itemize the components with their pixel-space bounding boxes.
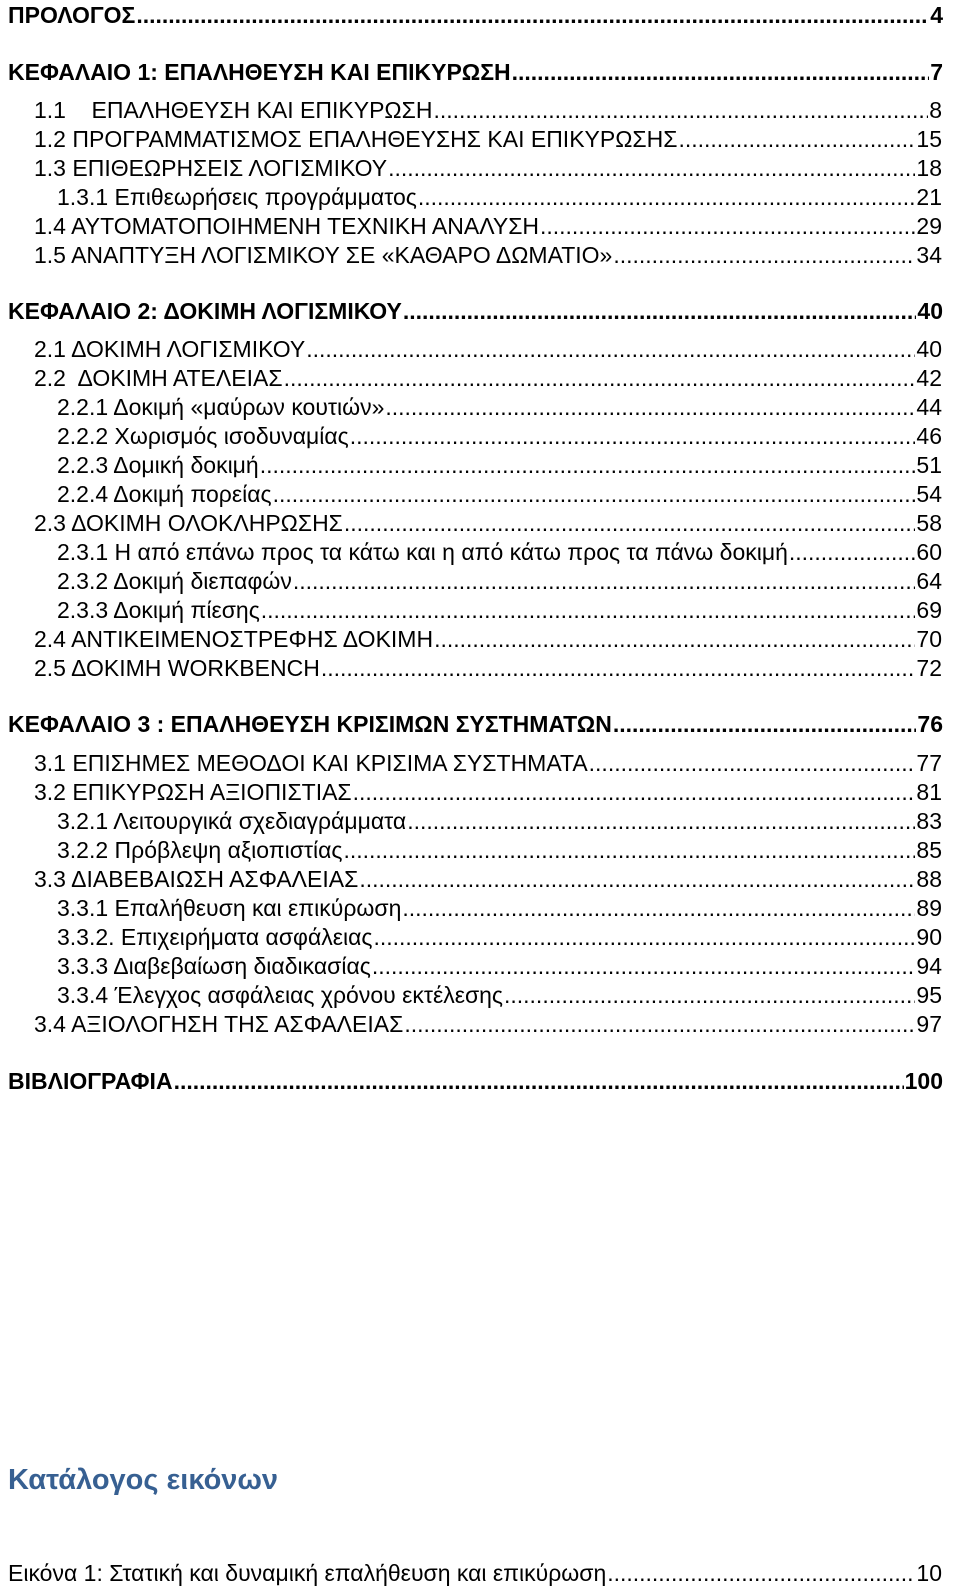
dot-leader [607, 1560, 915, 1587]
toc-entry-page: 42 [916, 365, 942, 391]
toc-entry-label: 2.2.3 Δομική δοκιμή [57, 452, 259, 478]
dot-leader [385, 394, 915, 421]
toc-entry-page: 51 [916, 452, 942, 478]
toc-entry-3-3-1[interactable] [0, 890, 960, 922]
toc-entry-page: 89 [916, 895, 942, 921]
toc-entry-prologue[interactable] [0, 0, 960, 29]
dot-leader [613, 242, 915, 269]
toc-entry-2-2[interactable] [0, 360, 960, 392]
dot-leader [678, 126, 915, 153]
toc-entry-label: 1.4 ΑΥΤΟΜΑΤΟΠΟΙΗΜΕΝΗ ΤΕΧΝΙΚΗ ΑΝΑΛΥΣΗ [34, 213, 540, 239]
toc-entry-label: ΚΕΦΑΛΑΙΟ 2: ΔΟΚΙΜΗ ΛΟΓΙΣΜΙΚΟΥ [8, 298, 402, 324]
figure-entry-1[interactable] [0, 1555, 960, 1587]
toc-entry-label: 3.2.1 Λειτουργικά σχεδιαγράμματα [57, 808, 407, 834]
toc-entry-page: 34 [916, 242, 942, 268]
toc-entry-page: 7 [930, 59, 943, 85]
toc-entry-label: 2.5 ΔΟΚΙΜΗ WORKBENCH [34, 655, 320, 681]
toc-entry-label: 2.3 ΔΟΚΙΜΗ ΟΛΟΚΛΗΡΩΣΗΣ [34, 510, 343, 536]
toc-entry-page: 40 [916, 336, 942, 362]
toc-entry-page: 90 [916, 924, 942, 950]
dot-leader [540, 213, 915, 240]
dot-leader [273, 481, 916, 508]
toc-entry-1-1[interactable] [0, 92, 960, 124]
dot-leader [374, 924, 916, 951]
toc-entry-label: 1.1 ΕΠΑΛΗΘΕΥΣΗ ΚΑΙ ΕΠΙΚΥΡΩΣΗ [34, 97, 433, 123]
toc-entry-3-2-1[interactable] [0, 803, 960, 835]
toc-entry-page: 72 [916, 655, 942, 681]
dot-leader [136, 2, 929, 29]
toc-entry-page: 29 [916, 213, 942, 239]
toc-entry-2-3-2[interactable] [0, 563, 960, 595]
toc-entry-2-2-4[interactable] [0, 476, 960, 508]
toc-entry-label: 1.5 ΑΝΑΠΤΥΞΗ ΛΟΓΙΣΜΙΚΟΥ ΣΕ «ΚΑΘΑΡΟ ΔΩΜΑΤΙΟ» [34, 242, 613, 268]
toc-entry-label: 3.3 ΔΙΑΒΕΒΑΙΩΣΗ ΑΣΦΑΛΕΙΑΣ [34, 866, 359, 892]
toc-entry-2-3[interactable] [0, 505, 960, 537]
dot-leader [512, 59, 930, 86]
dot-leader [359, 866, 915, 893]
toc-entry-page: 60 [916, 539, 942, 565]
toc-entry-2-2-1[interactable] [0, 389, 960, 421]
toc-entry-1-5[interactable] [0, 237, 960, 269]
toc-entry-2-2-2[interactable] [0, 418, 960, 450]
toc-entry-page: 15 [916, 126, 942, 152]
toc-entry-page: 40 [917, 298, 943, 324]
dot-leader [402, 895, 915, 922]
toc-entry-label: 3.2 ΕΠΙΚΥΡΩΣΗ ΑΞΙΟΠΙΣΤΙΑΣ [34, 779, 352, 805]
dot-leader [403, 298, 917, 325]
toc-entry-1-3-1[interactable] [0, 179, 960, 211]
toc-entry-page: 83 [916, 808, 942, 834]
toc-entry-page: 69 [916, 597, 942, 623]
toc-entry-label: 3.2.2 Πρόβλεψη αξιοπιστίας [57, 837, 343, 863]
figure-entry-page: 10 [916, 1560, 942, 1586]
toc-entry-3-2-2[interactable] [0, 832, 960, 864]
toc-entry-label: 3.4 ΑΞΙΟΛΟΓΗΣΗ ΤΗΣ ΑΣΦΑΛΕΙΑΣ [34, 1011, 404, 1037]
dot-leader [407, 808, 915, 835]
toc-entry-2-2-3[interactable] [0, 447, 960, 479]
dot-leader [418, 184, 916, 211]
dot-leader [613, 711, 917, 738]
toc-entry-page: 70 [916, 626, 942, 652]
toc-entry-label: ΠΡΟΛΟΓΟΣ [8, 2, 136, 28]
toc-entry-1-3[interactable] [0, 150, 960, 182]
toc-entry-page: 44 [916, 394, 942, 420]
toc-entry-page: 85 [916, 837, 942, 863]
toc-entry-page: 64 [916, 568, 942, 594]
toc-entry-3-4[interactable] [0, 1006, 960, 1038]
toc-entry-page: 18 [916, 155, 942, 181]
dot-leader [174, 1068, 904, 1095]
toc-entry-2-1[interactable] [0, 331, 960, 363]
toc-entry-3-3-3[interactable] [0, 948, 960, 980]
dot-leader [293, 568, 916, 595]
toc-entry-2-3-3[interactable] [0, 592, 960, 624]
dot-leader [321, 655, 916, 682]
toc-entry-1-4[interactable] [0, 208, 960, 240]
toc-entry-label: 3.1 ΕΠΙΣΗΜΕΣ ΜΕΘΟΔΟΙ ΚΑΙ ΚΡΙΣΙΜΑ ΣΥΣΤΗΜΑΤΑ [34, 750, 588, 776]
dot-leader [372, 953, 916, 980]
toc-entry-chapter-3[interactable] [0, 706, 960, 738]
dot-leader [353, 779, 916, 806]
dot-leader [306, 336, 915, 363]
toc-entry-label: ΚΕΦΑΛΑΙΟ 1: ΕΠΑΛΗΘΕΥΣΗ ΚΑΙ ΕΠΙΚΥΡΩΣΗ [8, 59, 511, 85]
toc-entry-label: 2.2.1 Δοκιμή «μαύρων κουτιών» [57, 394, 385, 420]
toc-entry-page: 46 [916, 423, 942, 449]
dot-leader [589, 750, 916, 777]
toc-entry-label: 2.2 ΔΟΚΙΜΗ ΑΤΕΛΕΙΑΣ [34, 365, 283, 391]
toc-entry-label: ΒΙΒΛΙΟΓΡΑΦΙΑ [8, 1068, 173, 1094]
toc-entry-label: 3.3.2. Επιχειρήματα ασφάλειας [57, 924, 373, 950]
toc-entry-page: 21 [916, 184, 942, 210]
list-of-figures-heading: Κατάλογος εικόνων [8, 1464, 279, 1496]
toc-entry-page: 81 [916, 779, 942, 805]
toc-entry-chapter-1[interactable] [0, 54, 960, 86]
toc-entry-page: 54 [916, 481, 942, 507]
toc-entry-label: 2.4 ΑΝΤΙΚΕΙΜΕΝΟΣΤΡΕΦΗΣ ΔΟΚΙΜΗ [34, 626, 434, 652]
toc-entry-label: 1.3 ΕΠΙΘΕΩΡΗΣΕΙΣ ΛΟΓΙΣΜΙΚΟΥ [34, 155, 388, 181]
toc-entry-page: 76 [917, 711, 943, 737]
toc-entry-3-3[interactable] [0, 861, 960, 893]
dot-leader [344, 837, 916, 864]
toc-entry-label: 2.2.2 Χωρισμός ισοδυναμίας [57, 423, 349, 449]
toc-entry-2-4[interactable] [0, 621, 960, 653]
dot-leader [433, 97, 928, 124]
toc-entry-label: 2.3.2 Δοκιμή διεπαφών [57, 568, 292, 594]
toc-entry-page: 100 [904, 1068, 943, 1094]
toc-entry-label: 1.3.1 Επιθεωρήσεις προγράμματος [57, 184, 417, 210]
toc-entry-page: 77 [916, 750, 942, 776]
toc-entry-label: 2.3.1 Η από επάνω προς τα κάτω και η από κάτω προς τα πάνω δοκιμή [57, 539, 788, 565]
toc-entry-3-3-2[interactable] [0, 919, 960, 951]
toc-entry-page: 88 [916, 866, 942, 892]
dot-leader [261, 597, 916, 624]
toc-entry-label: 2.3.3 Δοκιμή πίεσης [57, 597, 260, 623]
toc-entry-label: 3.3.1 Επαλήθευση και επικύρωση [57, 895, 402, 921]
toc-entry-page: 58 [916, 510, 942, 536]
toc-entry-chapter-2[interactable] [0, 293, 960, 325]
dot-leader [504, 982, 915, 1009]
dot-leader [388, 155, 915, 182]
dot-leader [284, 365, 916, 392]
figure-entry-label: Εικόνα 1: Στατική και δυναμική επαλήθευση και επικύρωση [8, 1560, 607, 1586]
toc-entry-1-2[interactable] [0, 121, 960, 153]
toc-entry-page: 97 [916, 1011, 942, 1037]
dot-leader [260, 452, 916, 479]
toc-entry-3-2[interactable] [0, 774, 960, 806]
toc-entry-page: 4 [930, 2, 943, 28]
dot-leader [350, 423, 916, 450]
toc-entry-bibliography[interactable] [0, 1063, 960, 1095]
toc-entry-label: 3.3.3 Διαβεβαίωση διαδικασίας [57, 953, 371, 979]
toc-entry-page: 94 [916, 953, 942, 979]
toc-entry-2-5[interactable] [0, 650, 960, 682]
toc-entry-page: 95 [916, 982, 942, 1008]
dot-leader [434, 626, 915, 653]
toc-entry-label: 2.1 ΔΟΚΙΜΗ ΛΟΓΙΣΜΙΚΟΥ [34, 336, 306, 362]
toc-entry-3-3-4[interactable] [0, 977, 960, 1009]
toc-entry-2-3-1[interactable] [0, 534, 960, 566]
toc-entry-label: ΚΕΦΑΛΑΙΟ 3 : ΕΠΑΛΗΘΕΥΣΗ ΚΡΙΣΙΜΩΝ ΣΥΣΤΗΜΑΤΩΝ [8, 711, 612, 737]
toc-entry-page: 8 [929, 97, 942, 123]
toc-entry-label: 2.2.4 Δοκιμή πορείας [57, 481, 272, 507]
dot-leader [789, 539, 916, 566]
toc-entry-3-1[interactable] [0, 745, 960, 777]
toc-entry-label: 1.2 ΠΡΟΓΡΑΜΜΑΤΙΣΜΟΣ ΕΠΑΛΗΘΕΥΣΗΣ ΚΑΙ ΕΠΙΚΥΡΩΣΗΣ [34, 126, 678, 152]
dot-leader [344, 510, 916, 537]
dot-leader [404, 1011, 915, 1038]
toc-entry-label: 3.3.4 Έλεγχος ασφάλειας χρόνου εκτέλεσης [57, 982, 504, 1008]
